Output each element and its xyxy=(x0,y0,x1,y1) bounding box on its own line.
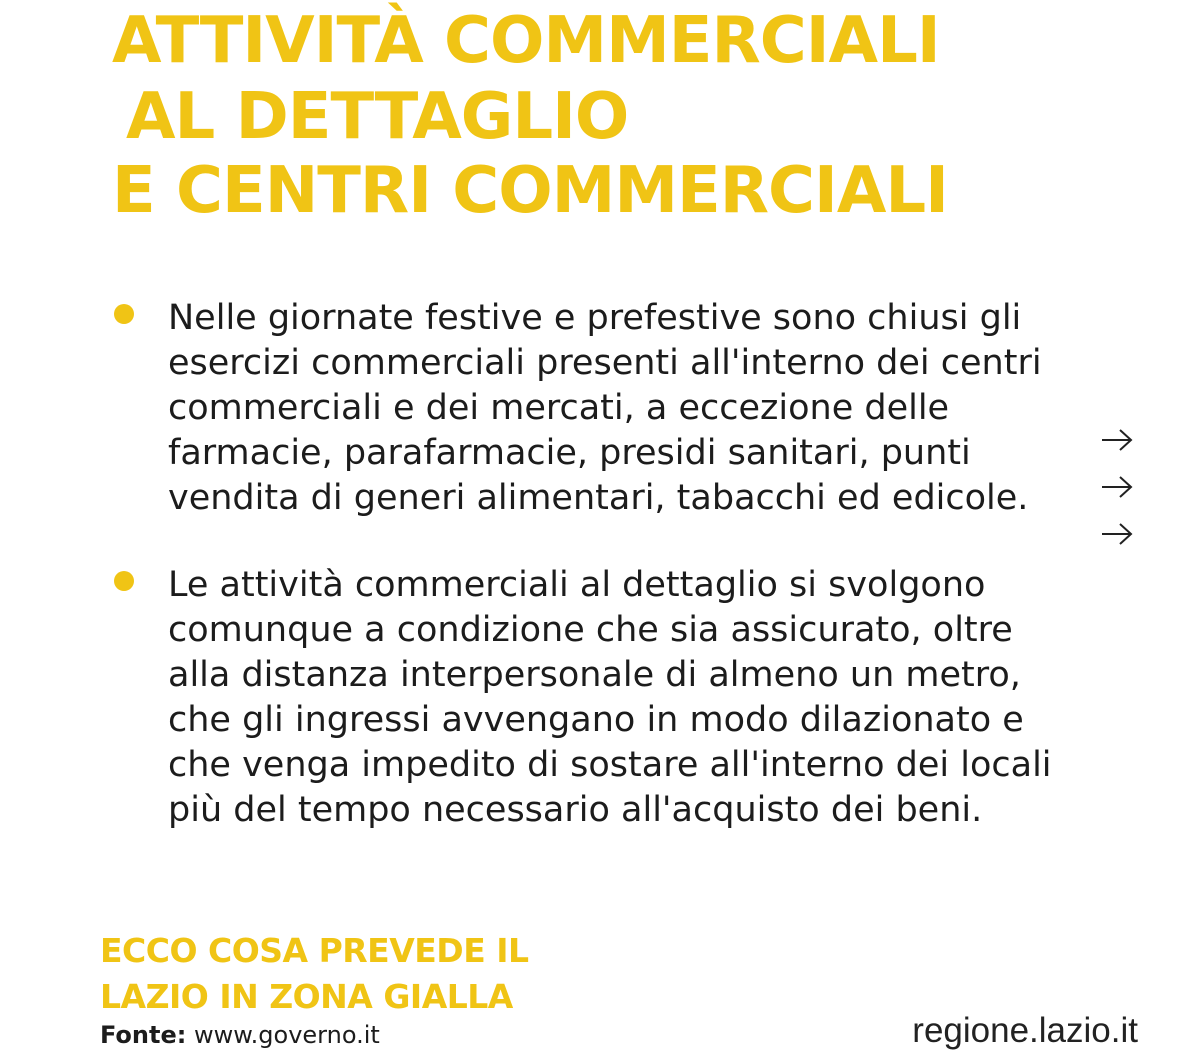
bullet-text-line: farmacie, parafarmacie, presidi sanitari, punti xyxy=(168,433,971,473)
source-credit xyxy=(100,1020,380,1050)
title-line-1: ATTIVITÀ COMMERCIALI xyxy=(112,4,940,78)
swipe-arrows xyxy=(1100,428,1140,569)
arrow-right-icon xyxy=(1100,522,1134,546)
bullet-text-line: alla distanza interpersonale di almeno un metro, xyxy=(168,655,1021,695)
title-line-3: E CENTRI COMMERCIALI xyxy=(112,154,948,228)
bullet-dot-icon xyxy=(114,571,134,591)
arrow-right-icon xyxy=(1100,428,1134,452)
footer-heading-line-1: ECCO COSA PREVEDE IL xyxy=(100,931,529,970)
list-item xyxy=(112,563,1072,833)
arrow-right-icon xyxy=(1100,475,1134,499)
bullet-text-line: comunque a condizione che sia assicurato, oltre xyxy=(168,610,1013,650)
title-line-2: AL DETTAGLIO xyxy=(126,80,629,154)
source-link[interactable]: www.governo.it xyxy=(193,1021,380,1049)
footer-heading-line-2: LAZIO IN ZONA GIALLA xyxy=(100,977,513,1016)
bullet-text-line: più del tempo necessario all'acquisto dei beni. xyxy=(168,790,983,830)
bullet-text-line: vendita di generi alimentari, tabacchi ed edicole. xyxy=(168,478,1029,518)
site-url[interactable]: regione.lazio.it xyxy=(912,1011,1138,1050)
bullet-text-line: Nelle giornate festive e prefestive sono chiusi gli xyxy=(168,298,1022,338)
bullet-text xyxy=(168,296,1072,521)
bullet-dot-icon xyxy=(114,304,134,324)
bullet-text-line: che gli ingressi avvengano in modo dilazionato e xyxy=(168,700,1024,740)
footer-heading xyxy=(100,928,529,1020)
bullet-text xyxy=(168,563,1072,833)
bullet-text-line: che venga impedito di sostare all'interno dei locali xyxy=(168,745,1052,785)
source-label: Fonte: xyxy=(100,1021,187,1049)
bullet-text-line: esercizi commerciali presenti all'interno dei centri xyxy=(168,343,1042,383)
bullet-text-line: commerciali e dei mercati, a eccezione delle xyxy=(168,388,950,428)
bullet-list xyxy=(112,296,1072,833)
list-item xyxy=(112,296,1072,521)
bullet-text-line: Le attività commerciali al dettaglio si svolgono xyxy=(168,565,986,605)
